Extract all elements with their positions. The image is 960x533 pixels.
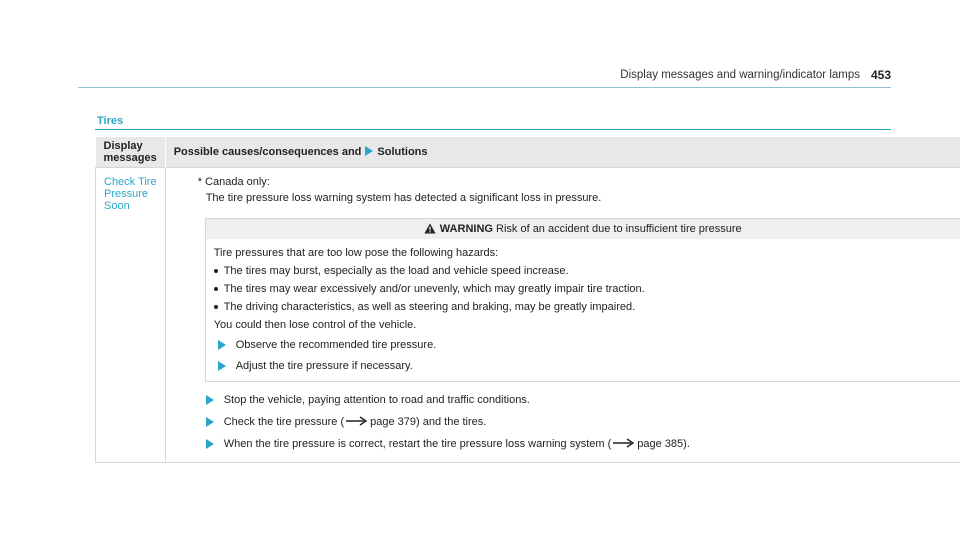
arrow-right-icon — [206, 417, 214, 427]
display-message-text: Check Tire Pressure Soon — [104, 176, 157, 212]
section-title: Tires — [97, 115, 124, 127]
warning-header — [206, 219, 960, 239]
page-number: 453 — [870, 68, 891, 82]
arrow-right-icon — [206, 439, 214, 449]
warning-consequence: You could then lose control of the vehicle. — [213, 319, 417, 331]
warning-label: WARNING — [439, 223, 493, 235]
warning-step — [214, 335, 952, 355]
page-reference-arrow-icon — [613, 438, 635, 448]
running-header-title: Display messages and warning/indicator lamps — [620, 69, 860, 81]
solutions-cell — [165, 168, 960, 463]
solution-step — [202, 434, 960, 454]
solution-step — [202, 412, 960, 432]
table-header-row — [96, 137, 960, 168]
list-item: The tires may wear excessively and/or unevenly, which may greatly impair tire traction. — [214, 280, 952, 298]
header-rule — [78, 87, 891, 88]
arrow-right-icon — [218, 340, 226, 350]
arrow-right-icon — [365, 146, 373, 156]
col-header-suffix: Solutions — [377, 146, 428, 158]
warning-step — [214, 356, 952, 376]
list-item: The tires may burst, especially as the load and vehicle speed increase. — [214, 262, 952, 280]
page-reference-arrow-icon — [346, 416, 368, 426]
arrow-right-icon — [218, 361, 226, 371]
warning-intro: Tire pressures that are too low pose the following hazards: — [213, 247, 499, 259]
col-header-display-messages: Display messages — [96, 137, 166, 168]
arrow-right-icon — [206, 395, 214, 405]
step-text: Adjust the tire pressure if necessary. — [235, 360, 413, 372]
list-item: The driving characteristics, as well as steering and braking, may be greatly impaired. — [214, 298, 952, 316]
col-header-causes-solutions — [165, 137, 960, 168]
solution-step — [202, 390, 960, 410]
message-cell — [96, 168, 166, 463]
step-text: Observe the recommended tire pressure. — [235, 339, 437, 351]
note-detected-loss: The tire pressure loss warning system has detected a significant loss in pressure. — [205, 192, 602, 204]
page-reference-link[interactable]: page 379) and the tires. — [370, 416, 487, 428]
warning-triangle-icon — [424, 223, 436, 234]
table-row — [96, 168, 960, 463]
page-reference-link[interactable]: page 385). — [637, 438, 690, 450]
warning-title: Risk of an accident due to insufficient tire pressure — [496, 223, 742, 235]
col-header-prefix: Possible causes/consequences and — [173, 146, 362, 158]
warning-box — [205, 218, 960, 382]
warning-body — [206, 239, 960, 381]
display-messages-table — [95, 137, 960, 463]
section-rule — [95, 129, 891, 130]
step-text: Stop the vehicle, paying attention to road and traffic conditions. — [223, 394, 530, 406]
step-text: When the tire pressure is correct, restart the tire pressure loss warning system ( — [223, 438, 612, 450]
step-text: Check the tire pressure ( — [223, 416, 345, 428]
solution-steps — [202, 390, 960, 454]
note-canada-only: * Canada only: — [197, 176, 270, 188]
